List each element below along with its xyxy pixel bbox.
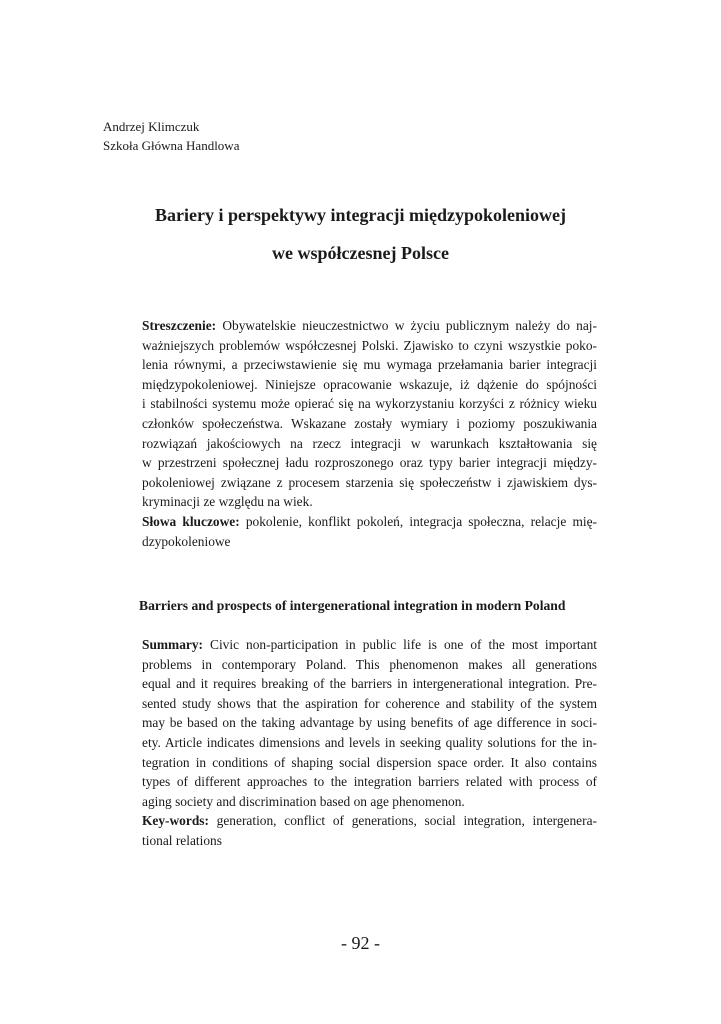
abstract-polish [142,316,597,551]
abstract-en-line: sented study shows that the aspiration for coherence and stability of the system [142,695,597,711]
abstract-en-line: tegration in conditions of shaping social dispersion space order. It also contains [142,754,597,770]
abstract-pl-line: i stabilności systemu może opierać się na wykorzystaniu korzyści z różnicy wieku [142,396,597,412]
paper-title-line-1: Bariery i perspektywy integracji międzypokoleniowej [155,205,566,225]
keywords-en-label: Key-words: [142,813,209,829]
abstract-en-line: Summary: Civic non-participation in public life is one of the most important [142,637,597,652]
abstract-pl-line: członków społeczeństwa. Wskazane zostały wymiary i poziomy poszukiwania [142,415,597,431]
abstract-en-line: equal and it requires breaking of the barriers in intergenerational integration. Pre- [142,676,597,692]
abstract-english [142,635,597,851]
abstract-en-line: problems in contemporary Poland. This phenomenon makes all generations [142,656,597,672]
keywords-en-line: tional relations [142,832,222,848]
keywords-pl-line: Słowa kluczowe: pokolenie, konflikt pokoleń, integracja społeczna, relacje mię- [142,513,597,529]
keywords-en-line: Key-words: generation, conflict of generations, social integration, intergenera- [142,813,597,829]
abstract-en-line: types of different approaches to the integration barriers related with process of [142,774,597,790]
paper-title-line-2: we współczesnej Polsce [272,243,449,263]
abstract-pl-line: ważniejszych problemów współczesnej Polski. Zjawisko to czyni wszystkie poko- [142,337,597,353]
abstract-pl-line: pokoleniowej związane z procesem starzenia się społeczeństw i zjawiskiem dys- [142,474,597,490]
keywords-pl-label: Słowa kluczowe: [142,513,240,529]
abstract-pl-line: w przestrzeni społecznej ładu rozproszonego oraz typy barier integracji między- [142,455,597,471]
abstract-pl-line: rozwiązań jakościowych na rzecz integracji w warunkach kształtowania się [142,435,597,451]
keywords-pl-line: dzypokoleniowe [142,533,231,549]
abstract-en-line: aging society and discrimination based on age phenomenon. [142,793,465,809]
author-block [103,117,239,155]
author-name: Andrzej Klimczuk [103,119,200,134]
abstract-en-line: ety. Article indicates dimensions and levels in seeking quality solutions for the in- [142,734,597,750]
abstract-pl-line: Streszczenie: Obywatelskie nieuczestnictwo w życiu publicznym należy do naj- [142,318,597,333]
abstract-pl-line: lenia równymi, a przeciwstawienie się mu wymaga przełamania barier integracji [142,357,597,373]
abstract-pl-line: międzypokoleniowej. Niniejsze opracowanie wskazuje, iż dążenie do spójności [142,376,597,392]
english-title: Barriers and prospects of intergenerational integration in modern Poland [139,598,566,613]
abstract-pl-line: kryminacji ze względu na wiek. [142,494,313,510]
author-affiliation: Szkoła Główna Handlowa [103,138,240,153]
page-number: - 92 - [341,933,380,953]
abstract-en-label: Summary: [142,637,203,652]
abstract-pl-label: Streszczenie: [142,318,217,333]
abstract-en-line: may be based on the taking advantage by using benefits of age difference in soci- [142,715,597,731]
